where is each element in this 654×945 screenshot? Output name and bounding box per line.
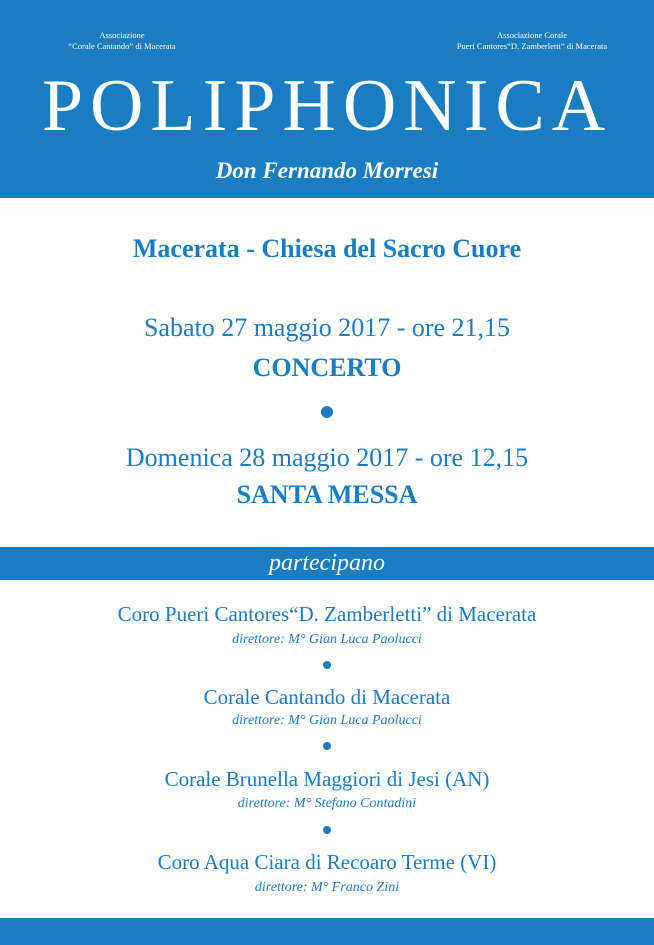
separator-dot [323,661,331,669]
left-association-line-2: “Corale Cantando” di Macerata [68,41,176,51]
footer-band [0,918,654,945]
choir-2-director: direttore: M° Gian Luca Paolucci [232,713,422,728]
choir-1-name: Coro Pueri Cantores“D. Zamberletti” di Macerata [117,602,537,626]
event-1-date: Sabato 27 maggio 2017 - ore 21,15 [143,313,511,342]
choir-4-director: direttore: M° Franco Zini [254,880,400,895]
page-title: POLIPHONICA [41,65,613,147]
event-2-date: Domenica 28 maggio 2017 - ore 12,15 [125,443,529,472]
participants-label: partecipano [269,550,385,576]
event-1-name: CONCERTO [252,353,402,382]
separator-dot [323,742,331,750]
right-association-line-2: Pueri Cantores“D. Zamberletti” di Macerata [456,41,608,51]
separator-dot [321,406,333,418]
right-association-line-1: Associazione Corale [496,30,568,40]
event-2-name: SANTA MESSA [236,480,418,509]
right-association [422,30,642,52]
choir-4-name: Coro Aqua Ciara di Recoaro Terme (VI) [157,850,497,874]
separator-dot [323,826,331,834]
page-subtitle: Don Fernando Morresi [215,158,439,183]
choir-1-director: direttore: M° Gian Luca Paolucci [232,632,422,647]
left-association [12,30,232,52]
left-association-line-1: Associazione [99,30,145,40]
choir-3-director: direttore: M° Stefano Contadini [237,796,417,811]
choir-2-name: Corale Cantando di Macerata [203,685,451,709]
venue-heading: Macerata - Chiesa del Sacro Cuore [132,234,522,263]
choir-3-name: Corale Brunella Maggiori di Jesi (AN) [164,767,490,791]
header-banner [0,0,654,198]
